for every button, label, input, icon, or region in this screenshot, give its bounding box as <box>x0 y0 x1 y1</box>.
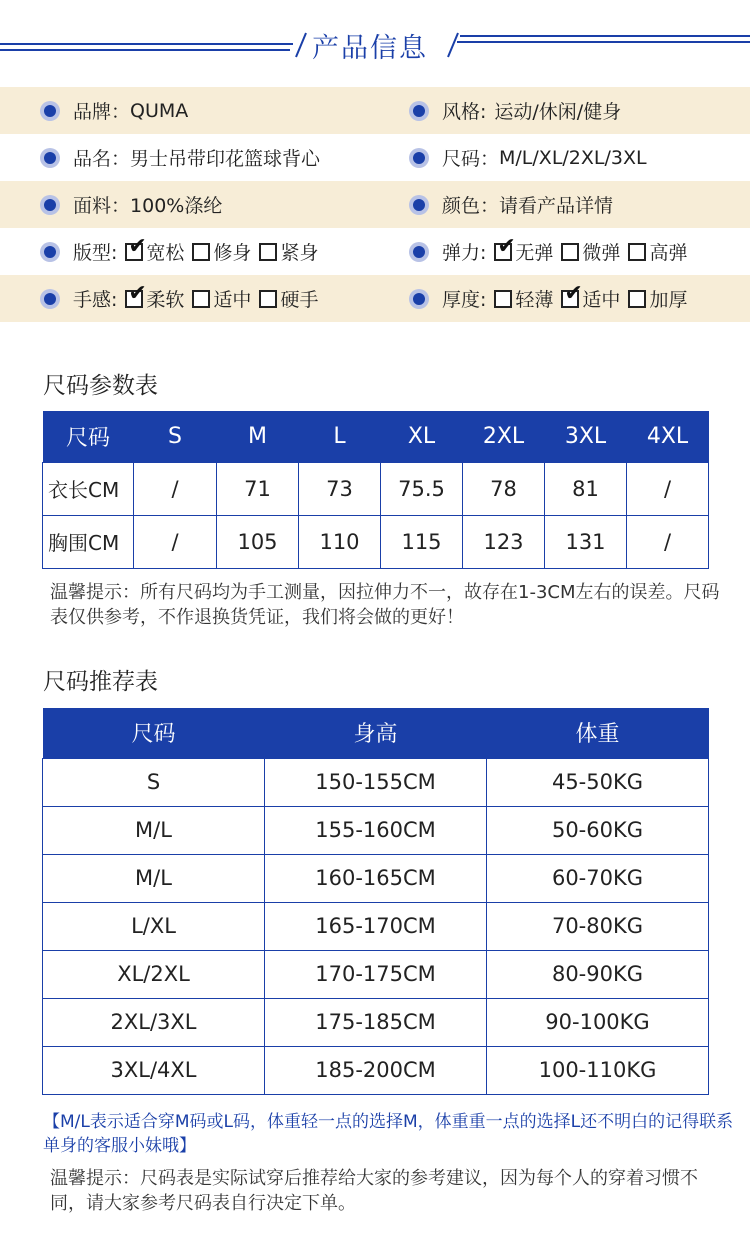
bullet-icon <box>409 148 429 168</box>
option-item <box>125 285 184 312</box>
option-item <box>192 238 251 265</box>
checkbox <box>628 290 646 308</box>
table-cell: 73 <box>299 462 381 515</box>
table-cell: 50-60KG <box>487 806 709 854</box>
header <box>0 0 750 80</box>
table-cell: 45-50KG <box>487 758 709 806</box>
checkbox <box>494 243 512 261</box>
option-text: 轻薄 <box>515 289 554 311</box>
table-cell: 2XL/3XL <box>43 998 265 1046</box>
checkbox <box>192 243 210 261</box>
checkbox <box>125 243 143 261</box>
table-cell: / <box>134 515 217 568</box>
bullet-icon <box>409 242 429 262</box>
table-cell: 175-185CM <box>265 998 487 1046</box>
option-thickness <box>409 275 687 322</box>
column-header: S <box>134 411 217 462</box>
column-header: 4XL <box>627 411 709 462</box>
option-item <box>628 285 687 312</box>
option-item <box>494 285 553 312</box>
option-label: 手感: <box>73 289 118 311</box>
table-cell: 165-170CM <box>265 902 487 950</box>
table-row <box>43 998 709 1046</box>
section-title-size-table: 尺码参数表 <box>43 373 158 399</box>
info-label: 品牌： <box>73 101 131 123</box>
option-elasticity <box>409 228 687 275</box>
size-explanation-note: 【M/L表示适合穿M码或L码，体重轻一点的选择M，体重重一点的选择L还不明白的记得联系单身的客服小妹哦】 <box>43 1112 734 1156</box>
option-text: 宽松 <box>146 242 185 264</box>
table-cell: / <box>134 462 217 515</box>
option-label: 版型: <box>73 242 118 264</box>
info-label: 面料： <box>73 195 131 217</box>
option-item <box>628 238 687 265</box>
checkbox <box>628 243 646 261</box>
info-product-name <box>40 134 320 181</box>
info-value: 请看产品详情 <box>499 195 614 217</box>
option-text: 硬手 <box>280 289 319 311</box>
table-cell: 110 <box>299 515 381 568</box>
info-label: 颜色： <box>442 195 500 217</box>
table-row <box>43 854 709 902</box>
column-header: 尺码 <box>43 411 134 462</box>
checkbox <box>561 243 579 261</box>
table-cell: / <box>627 515 709 568</box>
info-value: M/L/XL/2XL/3XL <box>499 146 647 169</box>
info-row <box>0 87 750 134</box>
table-cell: 78 <box>463 462 545 515</box>
table-cell: S <box>43 758 265 806</box>
option-text: 适中 <box>582 289 621 311</box>
checkbox <box>259 290 277 308</box>
bullet-icon <box>40 101 60 121</box>
info-label: 风格: <box>442 101 487 123</box>
table-cell: 160-165CM <box>265 854 487 902</box>
option-item <box>259 285 318 312</box>
info-size <box>409 134 647 181</box>
bullet-icon <box>409 195 429 215</box>
recommend-table-note: 温馨提示：尺码表是实际试穿后推荐给大家的参考建议，因为每个人的穿着习惯不同，请大家参考尺码表自行决定下单。 <box>50 1168 698 1214</box>
info-brand <box>40 87 188 134</box>
option-row <box>0 275 750 322</box>
column-header: 体重 <box>487 708 709 758</box>
row-label: 胸围CM <box>43 515 134 568</box>
option-item <box>494 238 553 265</box>
size-table <box>42 411 709 569</box>
option-text: 适中 <box>213 289 252 311</box>
table-row <box>43 902 709 950</box>
product-info <box>0 87 750 322</box>
bullet-icon <box>40 195 60 215</box>
option-item <box>259 238 318 265</box>
table-cell: 80-90KG <box>487 950 709 998</box>
table-row <box>43 758 709 806</box>
column-header: M <box>217 411 299 462</box>
option-fit <box>40 228 318 275</box>
column-header: 尺码 <box>43 708 265 758</box>
info-label: 品名： <box>73 148 131 170</box>
info-label: 尺码： <box>442 148 500 170</box>
section-title-product-info: 产品信息 <box>312 33 428 64</box>
table-cell: 81 <box>545 462 627 515</box>
info-row <box>0 134 750 181</box>
table-cell: 123 <box>463 515 545 568</box>
info-value: 100%涤纶 <box>130 195 223 217</box>
table-cell: 105 <box>217 515 299 568</box>
table-row <box>43 515 709 568</box>
table-row <box>43 1046 709 1094</box>
checkbox <box>561 290 579 308</box>
table-cell: 90-100KG <box>487 998 709 1046</box>
table-cell: 100-110KG <box>487 1046 709 1094</box>
bullet-icon <box>40 242 60 262</box>
info-value: QUMA <box>130 99 189 122</box>
option-text: 微弹 <box>582 242 621 264</box>
table-cell: / <box>627 462 709 515</box>
bullet-icon <box>409 289 429 309</box>
table-cell: 70-80KG <box>487 902 709 950</box>
column-header: 2XL <box>463 411 545 462</box>
column-header: 3XL <box>545 411 627 462</box>
table-row <box>43 806 709 854</box>
column-header: XL <box>381 411 463 462</box>
table-row <box>43 950 709 998</box>
option-item <box>561 285 620 312</box>
table-cell: 155-160CM <box>265 806 487 854</box>
checkbox <box>494 290 512 308</box>
checkbox <box>259 243 277 261</box>
table-cell: 170-175CM <box>265 950 487 998</box>
table-cell: 150-155CM <box>265 758 487 806</box>
table-cell: 115 <box>381 515 463 568</box>
table-cell: 60-70KG <box>487 854 709 902</box>
option-item <box>125 238 184 265</box>
option-text: 加厚 <box>649 289 688 311</box>
option-item <box>192 285 251 312</box>
table-row <box>43 462 709 515</box>
table-cell: XL/2XL <box>43 950 265 998</box>
table-header-row <box>43 708 709 758</box>
checkbox <box>125 290 143 308</box>
info-fabric <box>40 181 222 228</box>
table-cell: 75.5 <box>381 462 463 515</box>
info-style <box>409 87 621 134</box>
info-value: 运动/休闲/健身 <box>494 101 622 123</box>
table-cell: L/XL <box>43 902 265 950</box>
column-header: L <box>299 411 381 462</box>
table-cell: M/L <box>43 854 265 902</box>
bullet-icon <box>40 148 60 168</box>
checkbox <box>192 290 210 308</box>
section-title-recommend-table: 尺码推荐表 <box>43 669 158 695</box>
option-item <box>561 238 620 265</box>
option-text: 高弹 <box>649 242 688 264</box>
option-text: 紧身 <box>280 242 319 264</box>
column-header: 身高 <box>265 708 487 758</box>
bullet-icon <box>409 101 429 121</box>
option-label: 厚度: <box>442 289 487 311</box>
option-text: 无弹 <box>515 242 554 264</box>
table-cell: M/L <box>43 806 265 854</box>
info-color <box>409 181 613 228</box>
option-label: 弹力: <box>442 242 487 264</box>
table-cell: 3XL/4XL <box>43 1046 265 1094</box>
option-text: 修身 <box>213 242 252 264</box>
row-label: 衣长CM <box>43 462 134 515</box>
bullet-icon <box>40 289 60 309</box>
option-row <box>0 228 750 275</box>
table-cell: 71 <box>217 462 299 515</box>
recommend-table <box>42 708 709 1095</box>
table-cell: 185-200CM <box>265 1046 487 1094</box>
option-feel <box>40 275 318 322</box>
info-row <box>0 181 750 228</box>
info-value: 男士吊带印花篮球背心 <box>130 148 321 170</box>
table-header-row <box>43 411 709 462</box>
size-table-note: 温馨提示：所有尺码均为手工测量，因拉伸力不一，故存在1-3CM左右的误差。尺码表仅供参考，不作退换货凭证，我们将会做的更好！ <box>50 582 720 628</box>
option-text: 柔软 <box>146 289 185 311</box>
table-cell: 131 <box>545 515 627 568</box>
